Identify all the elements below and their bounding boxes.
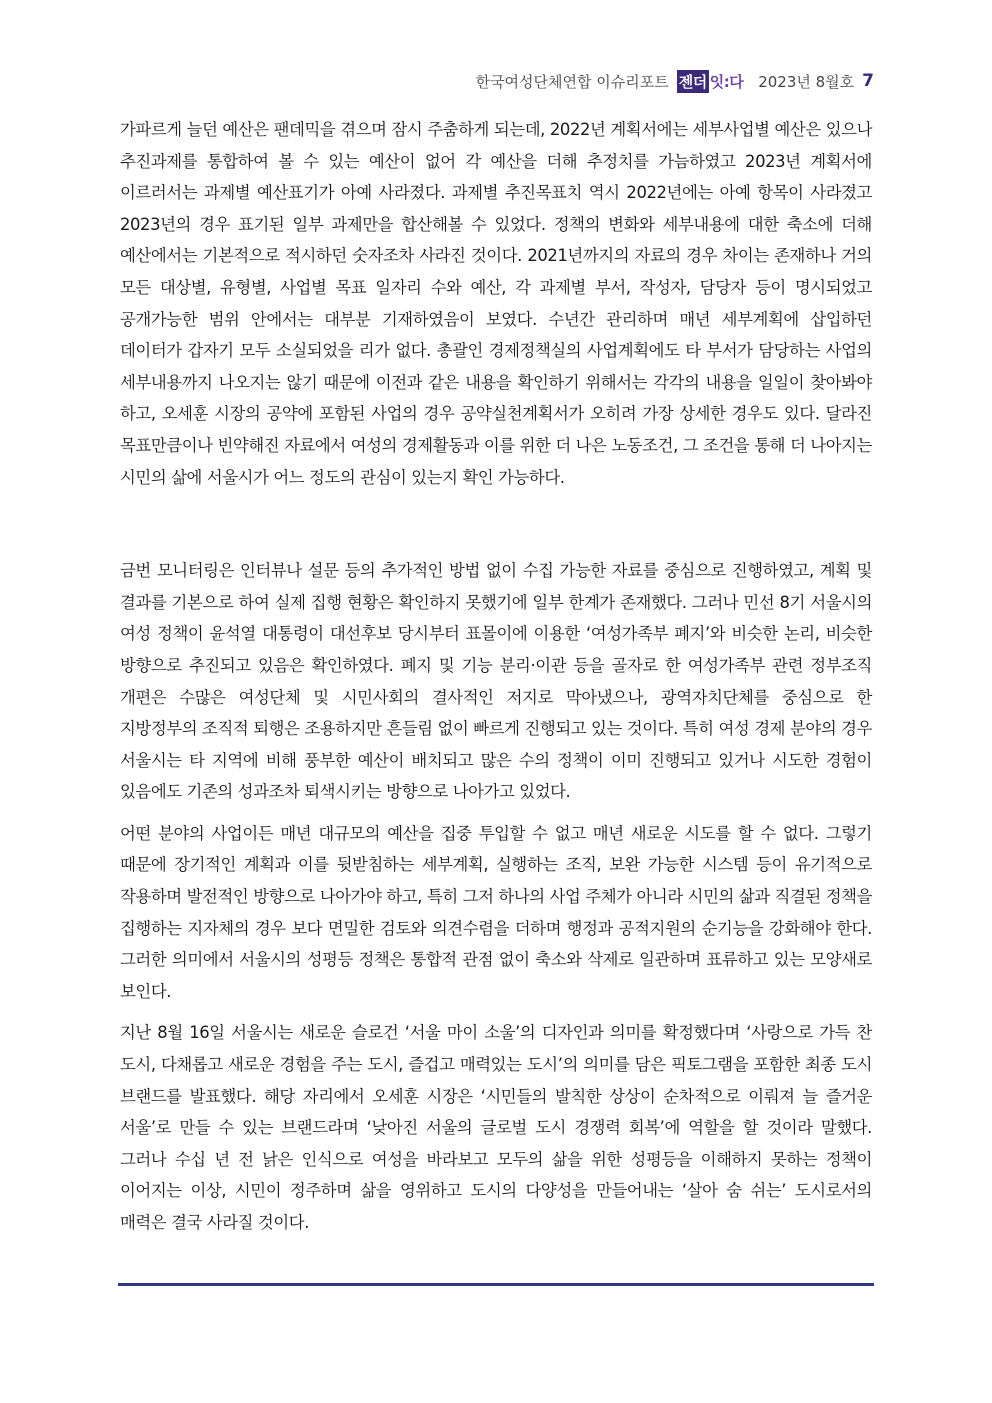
report-series-name: 한국여성단체연합 이슈리포트 xyxy=(475,72,669,91)
article-body xyxy=(120,114,872,1239)
paragraph-1: 가파르게 늘던 예산은 팬데믹을 겪으며 잠시 주춤하게 되는데, 2022년 계획서에는 세부사업별 예산은 있으나 추진과제를 통합하여 볼 수 있는 예산이 없어 각 예산을 더해 추정치를 가늠하였고 2023년 계획서에 이르러서는 과제별 예산표기가 아예 사라졌다. 과제별 추진목표치 역시 2022년에는 아예 항목이 사라졌고 2023년의 경우 표기된 일부 과제만을 합산해볼 수 있었다. 정책의 변화와 세부내용에 대한 축소에 더해 예산에서는 기본적으로 적시하던 숫자조차 사라진 것이다. 2021년까지의 자료의 경우 차이는 존재하나 거의 모든 대상별, 유형별, 사업별 목표 일자리 수와 예산, 각 과제별 부서, 작성자, 담당자 등이 명시되었고 공개가능한 범위 안에서는 대부분 기재하였음이 보였다. 수년간 관리하며 매년 세부계획에 삽입하던 데이터가 갑자기 모두 소실되었을 리가 없다. 총괄인 경제정책실의 사업계획에도 타 부서가 담당하는 사업의 세부내용까지 나오지는 않기 때문에 이전과 같은 내용을 확인하기 위해서는 각각의 내용을 일일이 찾아봐야 하고, 오세훈 시장의 공약에 포함된 사업의 경우 공약실천계획서가 오히려 가장 상세한 경우도 있다. 달라진 목표만큼이나 빈약해진 자료에서 여성의 경제활동과 이를 위한 더 나은 노동조건, 그 조건을 통해 더 나아지는 시민의 삶에 서울시가 어느 정도의 관심이 있는지 확인 가능하다. xyxy=(120,120,872,487)
paragraph-3: 어떤 분야의 사업이든 매년 대규모의 예산을 집중 투입할 수 없고 매년 새로운 시도를 할 수 없다. 그렇기 때문에 장기적인 계획과 이를 뒷받침하는 세부계획, 실행하는 조직, 보완 가능한 시스템 등이 유기적으로 작용하며 발전적인 방향으로 나아가야 하고, 특히 그저 하나의 사업 주체가 아니라 시민의 삶과 직결된 정책을 집행하는 지자체의 경우 보다 면밀한 검토와 의견수렴을 더하며 행정과 공적지원의 순기능을 강화해야 한다. 그러한 의미에서 서울시의 성평등 정책은 통합적 관점 없이 축소와 삭제로 일관하며 표류하고 있는 모양새로 보인다. xyxy=(120,823,872,1001)
footer-divider xyxy=(118,1283,874,1286)
paragraph-2: 금번 모니터링은 인터뷰나 설문 등의 추가적인 방법 없이 수집 가능한 자료를 중심으로 진행하였고, 계획 및 결과를 기본으로 하여 실제 집행 현황은 확인하지 못했기에 일부 한계가 존재했다. 그러나 민선 8기 서울시의 여성 정책이 윤석열 대통령이 대선후보 당시부터 표몰이에 이용한 ‘여성가족부 폐지’와 비슷한 논리, 비슷한 방향으로 추진되고 있음은 확인하였다. 폐지 및 기능 분리·이관 등을 골자로 한 여성가족부 관련 정부조직 개편은 수많은 여성단체 및 시민사회의 결사적인 저지로 막아냈으나, 광역자치단체를 중심으로 한 지방정부의 조직적 퇴행은 조용하지만 흔들림 없이 빠르게 진행되고 있는 것이다. 특히 여성 경제 분야의 경우 서울시는 타 지역에 비해 풍부한 예산이 배치되고 많은 수의 정책이 이미 진행되고 있거나 시도한 경험이 있음에도 기존의 성과조차 퇴색시키는 방향으로 나아가고 있었다. xyxy=(120,561,872,802)
brand-logo-part2: 잇:다 xyxy=(709,72,744,91)
page-header xyxy=(476,68,874,94)
brand-logo-part1: 젠더 xyxy=(677,70,709,93)
issue-date: 2023년 8월호 xyxy=(758,72,855,91)
paragraph-4: 지난 8월 16일 서울시는 새로운 슬로건 ‘서울 마이 소울’의 디자인과 의미를 확정했다며 ‘사랑으로 가득 찬 도시, 다채롭고 새로운 경험을 주는 도시, 즐겁고 매력있는 도시’의 의미를 담은 픽토그램을 포함한 최종 도시 브랜드를 발표했다. 해당 자리에서 오세훈 시장은 ‘시민들의 발칙한 상상이 순차적으로 이뤄져 늘 즐거운 서울’로 만들 수 있는 브랜드라며 ‘낮아진 서울의 글로벌 도시 경쟁력 회복’에 역할을 할 것이라 말했다. 그러나 수십 년 전 낡은 인식으로 여성을 바라보고 모두의 삶을 위한 성평등을 이해하지 못하는 정책이 이어지는 이상, 시민이 정주하며 삶을 영위하고 도시의 다양성을 만들어내는 ‘살아 숨 쉬는’ 도시로서의 매력은 결국 사라질 것이다. xyxy=(120,1023,872,1232)
brand-logo xyxy=(677,70,744,93)
page-number: 7 xyxy=(862,71,874,91)
